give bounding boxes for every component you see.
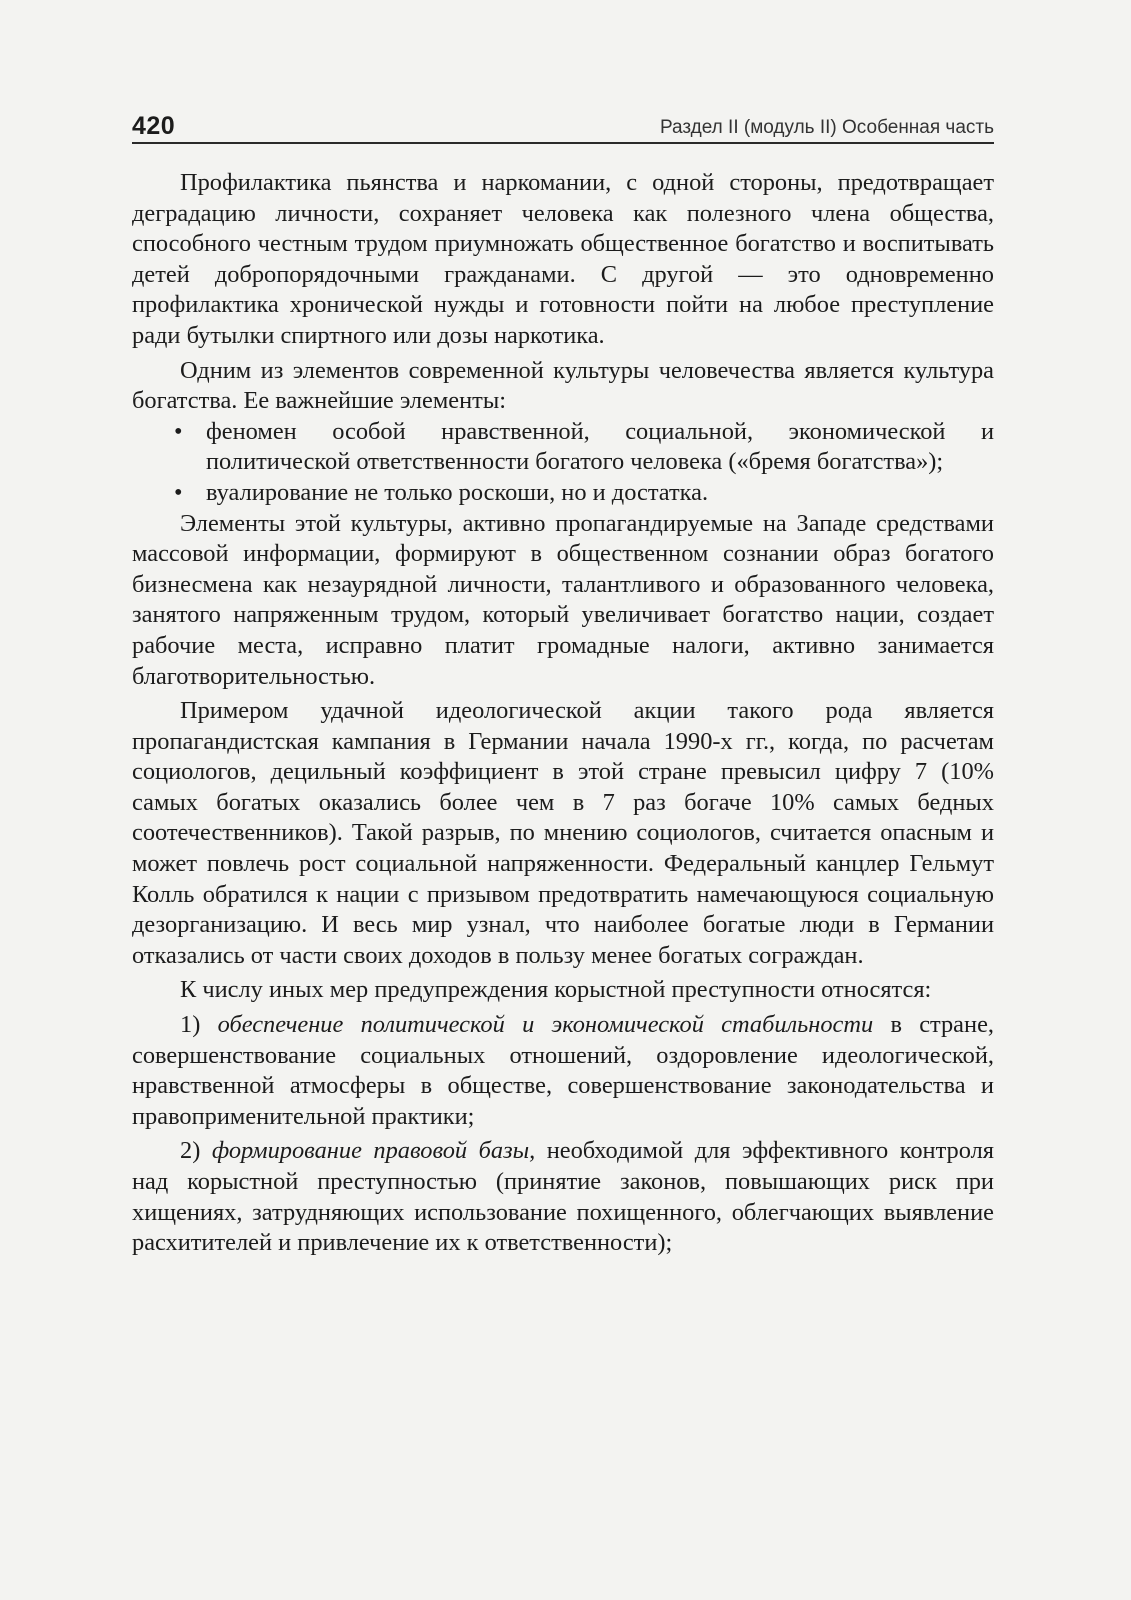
measure-item-2: [132, 1136, 994, 1258]
measure-text: необходимой для эффективного контроля над корыстной преступностью (принятие законов, повышающих риск при хищениях, затрудняющих использование похищенного, облегчающих выявление расхитителей и привлечение их к ответственности);: [132, 1137, 994, 1257]
list-item: • вуалирование не только роскоши, но и достатка.: [206, 478, 994, 509]
paragraph-media-image: Элементы этой культуры, активно пропагандируемые на Западе средствами массовой информации, формируют в общественном сознании образ богатого бизнесмена как незаурядной личности, талантливого и образованного человека, занятого напряженным трудом, который увеличивает богатство нации, создает рабочие места, исправно платит громадные налоги, активно занимается благотворительностью.: [132, 509, 994, 690]
running-header: [132, 108, 994, 144]
measure-number: 2): [180, 1137, 201, 1165]
paragraph-drunkenness-prevention: Профилактика пьянства и наркомании, с одной стороны, предотвращает деградацию личности, сохраняет человека как полезного члена общества, способного честным трудом приумножать общественное богатство и воспитывать детей добропорядочными гражданами. С другой — это одновременно профилактика хронической нужды и готовности пойти на любое преступление ради бутылки спиртного или дозы наркотика.: [132, 169, 994, 349]
list-item: • феномен особой нравственной, социальной, экономической и политической ответственности богатого человека («бремя богатства»);: [206, 417, 994, 478]
book-page: [132, 108, 994, 1259]
paragraph-other-measures: К числу иных мер предупреждения корыстной преступности относятся:: [180, 976, 932, 1004]
paragraph-germany-example: Примером удачной идеологической акции такого рода является пропагандистская кампания в Германии начала 1990-х гг., когда, по расчетам социологов, децильный коэффициент в этой стране превысил цифру 7 (10% самых богатых оказались более чем в 7 раз богаче 10% самых бедных соотечественников). Такой разрыв, по мнению социологов, считается опасным и может повлечь рост социальной напряженности. Федеральный канцлер Гельмут Колль обратился к нации с призывом предотвратить намечающуюся социальную дезорганизацию. И весь мир узнал, что наиболее богатые люди в Германии отказались от части своих доходов в пользу менее богатых сограждан.: [132, 697, 994, 969]
paragraph-culture-of-wealth: Одним из элементов современной культуры человечества является культура богатства. Ее важнейшие элементы:: [132, 356, 994, 415]
section-title: Раздел II (модуль II) Особенная часть: [659, 117, 994, 138]
measure-item-1: [132, 1010, 994, 1132]
measure-number: 1): [180, 1011, 201, 1039]
body-text: [132, 168, 994, 1259]
measure-text: в стране, совершенствование социальных отношений, оздоровление идеологической, нравственной атмосферы в обществе, совершенствование законодательства и правоприменительной практики;: [132, 1011, 994, 1130]
measure-title: формирование правовой базы,: [211, 1137, 536, 1165]
measure-title: обеспечение политической и экономической стабильности: [217, 1011, 874, 1039]
page-number: 420: [132, 112, 176, 140]
culture-elements-list: [132, 417, 994, 509]
